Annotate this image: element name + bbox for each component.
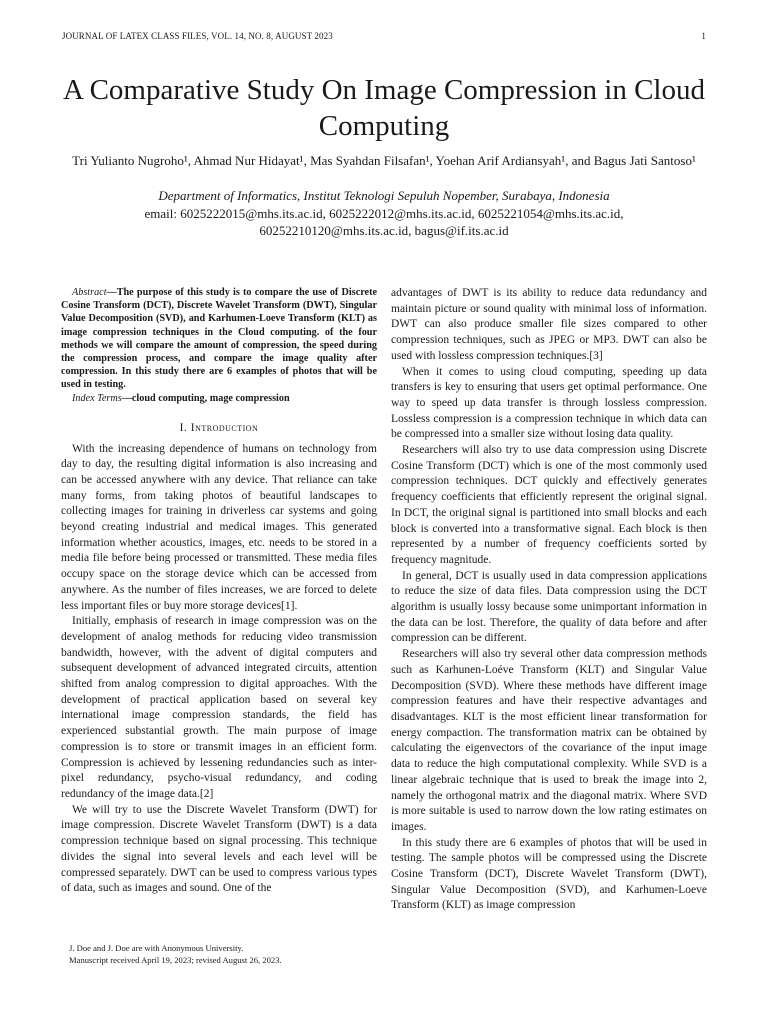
- right-paragraph-3: Researchers will also try to use data compression using Discrete Cosine Transform (DCT) which is one of the most commonly used compression techniques. DCT quickly and effectively generates frequency coefficients that efficiently represent the original signal. In DCT, the original signal is partitioned into small blocks and each block is converted into a transformative signal. Each block is then represented by a number of frequency coefficients sorted by frequency magnitude.: [391, 444, 707, 566]
- right-paragraph-6: In this study there are 6 examples of photos that will be used in testing. The sample photos will be compressed using the Discrete Cosine Transform (DCT), Discrete Wavelet Transform (DWT), Singular Value Decomposition (SVD), and Karhumen-Loeve Transform (KLT) as image compression: [391, 836, 707, 912]
- author-list: Tri Yulianto Nugroho¹, Ahmad Nur Hidayat¹, Mas Syahdan Filsafan¹, Yoehan Arif Ardiansyah¹, and Bagus Jati Santoso¹: [72, 153, 696, 168]
- footnote-line-2: Manuscript received April 19, 2023; revised August 26, 2023.: [69, 955, 282, 965]
- paper-title: A Comparative Study On Image Compression in Cloud Computing: [63, 74, 705, 142]
- intro-paragraph-2: Initially, emphasis of research in image compression was on the development of analog methods for reducing video transmission bandwidth, however, with the advent of digital computers and subsequent development of advanced integrated circuits, attention shifted from analog compression to digital approaches. With the development of practical application based on several key international image compression standards, the field has experienced substantial growth. The main purpose of image compression is to store or transmit images in an efficient form. Compression is achieved by lessening redundancies such as inter-pixel redundancy, psycho-visual redundancy, and coding redundancy of the image data.[2]: [61, 615, 377, 800]
- section-heading-introduction: [61, 421, 377, 437]
- affiliation: Department of Informatics, Institut Teknologi Sepuluh Nopember, Surabaya, Indonesia: [158, 188, 610, 203]
- email-block: [50, 205, 718, 239]
- journal-name: JOURNAL OF LATEX CLASS FILES, VOL. 14, NO. 8, AUGUST 2023: [62, 31, 333, 41]
- page-number: 1: [701, 31, 706, 41]
- right-paragraph-5: Researchers will also try several other data compression methods such as Karhunen-Loéve Transform (KLT) and Singular Value Decomposition (SVD). Where these methods have different image compression features and have their respective advantages and disadvantages. KLT is the most efficient linear transformation for energy compaction. The transformation matrix can be obtained by calculating the eigenvectors of the covariance of the input image data to reduce the high computational complexity. While SVD is a linear algebraic technique that is used to break the image into 2, namely the orthogonal matrix and the diagonal matrix. Where SVD is more suitable is used to narrow down the low rating estimates on images.: [391, 648, 707, 833]
- left-column: [61, 286, 377, 946]
- abstract-text: —The purpose of this study is to compare the use of Discrete Cosine Transform (DCT), Discrete Wavelet Transform (DWT), Singular Value Decomposition (SVD), and Karhumen-Loeve Transform (KLT) as image compression techniques in the Cloud computing. of the four methods we will compare the amount of compression, the speed during the compression process, and compare the image quality after compression. In this study there are 6 examples of photos that will be used in testing.: [61, 287, 377, 391]
- footnote-line-1: J. Doe and J. Doe are with Anonymous University.: [69, 943, 244, 953]
- email-line-1: email: 6025222015@mhs.its.ac.id, 6025222012@mhs.its.ac.id, 6025221054@mhs.its.ac.id,: [144, 206, 624, 221]
- section-number: I.: [179, 421, 188, 434]
- index-terms-text: —cloud computing, mage compression: [121, 392, 290, 404]
- right-paragraph-2: When it comes to using cloud computing, speeding up data transfers is key to ensuring that users get optimal performance. One way to speed up data transfer is through lossless compression. Lossless compression is a compression technique in which data can be compressed into a smaller size without losing data quality.: [391, 365, 707, 441]
- intro-paragraph-3: We will try to use the Discrete Wavelet Transform (DWT) for image compression. Discrete Wavelet Transform (DWT) is a data compression technique based on signal processing. This technique divides the signal into several levels and each level will be compressed separately. DWT can be used to compress various types of data, such as images and sound. One of the: [61, 803, 377, 895]
- right-paragraph-1: advantages of DWT is its ability to reduce data redundancy and maintain picture or sound quality with minimal loss of information. DWT can also produce smaller file sizes compared to other compression techniques, such as JPEG or MP3. DWT can also be used with lossless compression techniques.[3]: [391, 287, 707, 362]
- index-terms-label: Index Terms: [72, 392, 122, 404]
- abstract-label: Abstract: [72, 287, 107, 298]
- email-line-2: 60252210120@mhs.its.ac.id, bagus@if.its.ac.id: [259, 223, 509, 238]
- footnote: [61, 942, 377, 966]
- intro-paragraph-1: With the increasing dependence of humans on technology from day to day, the resulting digital information is also increasing and can be accessed anywhere with any device. That reliance can take many forms, from taking photos of beautiful landscapes to collecting images for training in driverless car systems and going beyond creating industrial and medical images. This generated information whether acoustics, images, etc. needs to be stored in a media file before being processed or transmitted. These media files occupy space on the storage device which can be accessed from anywhere. As the number of files increases, we are forced to delete less important files or buy more storage devices[1].: [61, 442, 377, 612]
- right-column: [391, 286, 707, 976]
- running-header: [62, 31, 706, 41]
- right-paragraph-4: In general, DCT is usually used in data compression applications to reduce the size of data files. Data compression using the DCT algorithm is usually lossy because some unimportant information in the data can be lost. Therefore, the quality of data before and after compression can be different.: [391, 569, 707, 645]
- abstract: [61, 286, 377, 392]
- section-title: Introduction: [190, 421, 259, 434]
- index-terms: [61, 392, 377, 405]
